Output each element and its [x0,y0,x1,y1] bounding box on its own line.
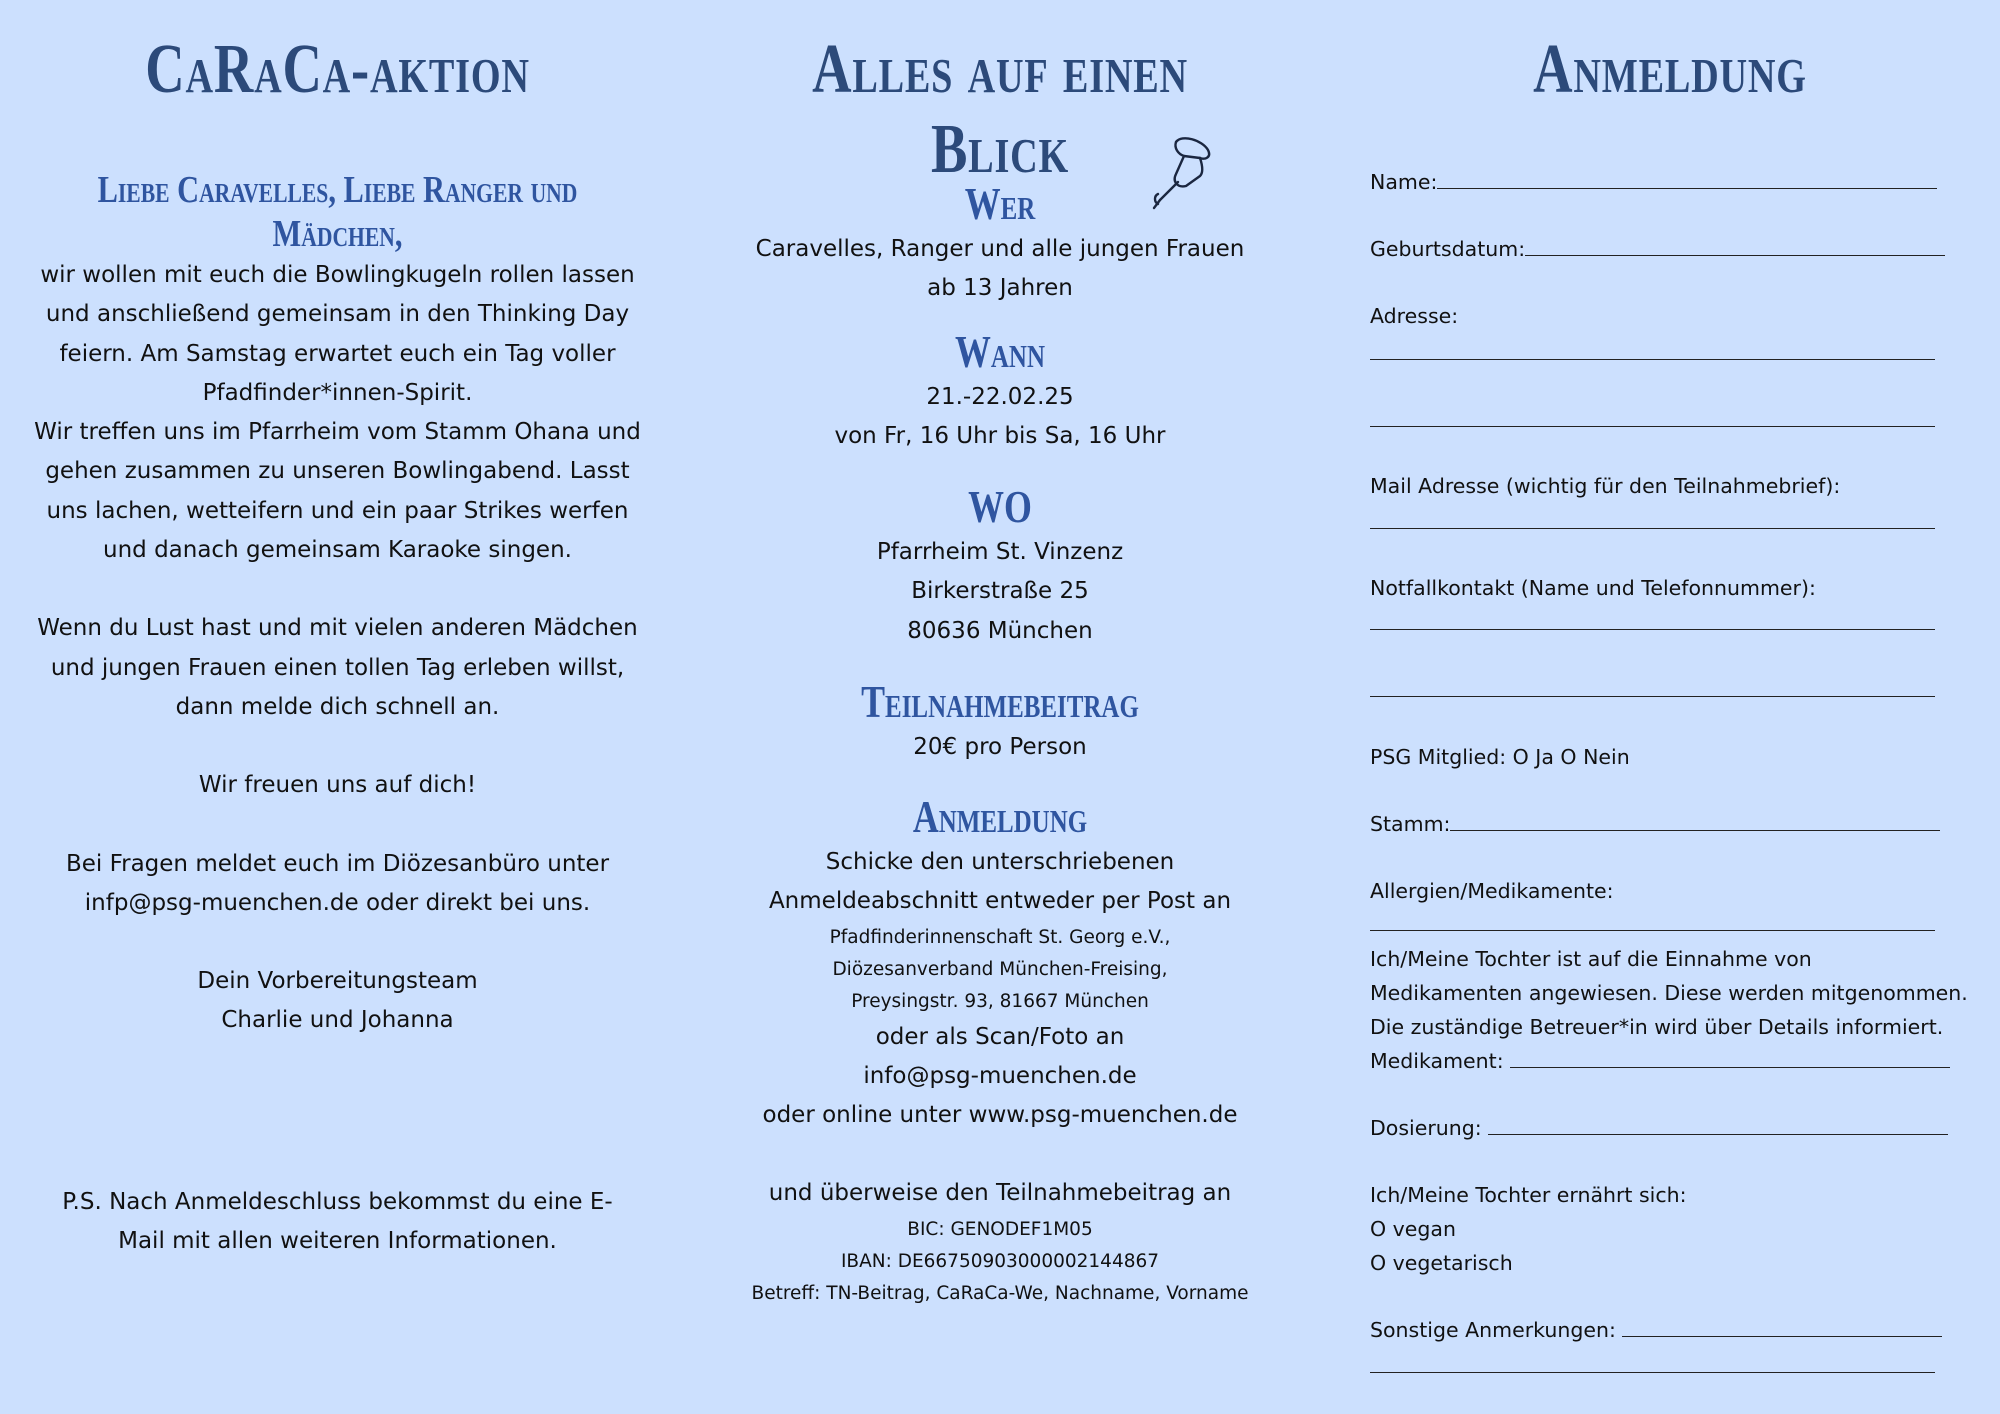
wer-line-2: ab 13 Jahren [927,275,1073,302]
registration-title: Anmeldung [1533,31,1807,108]
emergency-line-2-blank[interactable] [1370,678,1970,702]
name-field[interactable] [1370,170,1970,194]
stamm-field[interactable] [1370,812,1970,836]
name-blank[interactable] [1437,170,1937,189]
left-panel [30,0,645,1414]
remarks-field[interactable] [1370,1318,1970,1342]
medication-note-3 [1370,1015,1970,1039]
mail-label: Mail Adresse (wichtig für den Teilnahmebrief): [1370,474,1841,498]
section-wann [720,326,1280,457]
wann-time: von Fr, 16 Uhr bis Sa, 16 Uhr [834,423,1166,450]
address-line-2: Diözesanverband München-Freising, [832,958,1168,980]
paragraph-meeting: Wir treffen uns im Pfarrheim vom Stamm Ohana und gehen zusammen zu unseren Bowlingabend. Lasst uns lachen, wetteifern und ein paar Strikes werfen und danach gemeinsam Karaoke singen. [34,419,641,564]
birthdate-label: Geburtsdatum: [1370,237,1526,261]
medication-note-text-3: Die zuständige Betreuer*in wird über Details informiert. [1370,1015,1944,1039]
medication-label: Medikament: [1370,1049,1504,1073]
remarks-line-2-blank[interactable] [1370,1354,1970,1378]
remarks-blank[interactable] [1622,1318,1942,1337]
anmeldung-intro-1: Schicke den unterschriebenen [825,849,1175,875]
middle-panel [720,0,1280,1414]
diet-option-vegan[interactable] [1370,1217,1970,1241]
paragraph-invitation: Wenn du Lust hast und mit vielen anderen Mädchen und jungen Frauen einen tollen Tag erleben willst, dann melde dich schnell an. [37,615,638,720]
alt-email: info@psg-muenchen.de [863,1062,1137,1089]
remarks-label: Sonstige Anmerkungen: [1370,1318,1616,1342]
dosage-label: Dosierung: [1370,1116,1482,1140]
beitrag-amount: 20€ pro Person [913,734,1087,760]
dosage-field[interactable] [1370,1116,1970,1140]
diet-label: Ich/Meine Tochter ernährt sich: [1370,1183,1687,1207]
allergies-label-row [1370,879,1970,903]
psg-member-options[interactable] [1370,745,1970,769]
diet-label-row [1370,1183,1970,1207]
address-line-2-blank[interactable] [1370,408,1970,432]
heading-teilnahmebeitrag: Teilnahmebeitrag [861,676,1139,727]
section-anmeldung [720,791,1280,1310]
left-title: CaRaCa-aktion [145,31,530,108]
paragraph-looking-forward: Wir freuen uns auf dich! [198,772,477,799]
emergency-line-1-blank[interactable] [1370,611,1970,635]
middle-title: Alles auf einen Blick [812,31,1188,188]
heading-wo: WO [968,481,1032,532]
bank-iban: IBAN: DE66750903000002144867 [840,1250,1160,1272]
medication-field[interactable] [1370,1049,1970,1073]
alt-line-1: oder als Scan/Foto an [875,1023,1125,1050]
bank-bic: BIC: GENODEF1M05 [907,1218,1093,1240]
address-label-row [1370,304,1970,328]
paragraph-intro: wir wollen mit euch die Bowlingkugeln rollen lassen und anschließend gemeinsam in den Thinking Day feiern. Am Samstag erwartet euch ein Tag voller Pfadfinder*innen-Spirit. [40,262,635,406]
invitation-text [30,256,645,1041]
diet-option-vegetarian[interactable] [1370,1251,1970,1275]
transfer-line: und überweise den Teilnahmebeitrag an [768,1180,1232,1207]
section-wo [720,481,1280,651]
name-label: Name: [1370,170,1438,194]
wo-line-3: 80636 München [907,617,1093,644]
heading-wann: Wann [955,326,1045,377]
medication-note-text-2: Medikamenten angewiesen. Diese werden mitgenommen. [1370,981,1968,1005]
vegan-option: O vegan [1370,1217,1456,1241]
paragraph-questions: Bei Fragen meldet euch im Diözesanbüro unter infp@psg-muenchen.de oder direkt bei uns. [65,850,610,916]
medication-note-2 [1370,981,1970,1005]
allergies-label: Allergien/Medikamente: [1370,879,1614,903]
birthdate-blank[interactable] [1525,237,1945,256]
mail-blank[interactable] [1370,510,1970,534]
anmeldung-intro-2: Anmeldeabschnitt entweder per Post an [768,888,1232,915]
dosage-blank[interactable] [1488,1116,1948,1135]
vegetarian-option: O vegetarisch [1370,1251,1513,1275]
bank-reference: Betreff: TN-Beitrag, CaRaCa-We, Nachname, Vorname [751,1282,1249,1304]
address-line-1-blank[interactable] [1370,341,1970,365]
heading-anmeldung: Anmeldung [912,791,1088,842]
birthdate-field[interactable] [1370,237,1970,261]
signature-names: Charlie und Johanna [221,1007,454,1034]
emergency-label-row [1370,576,1970,600]
stamm-label: Stamm: [1370,812,1451,836]
address-line-3: Preysingstr. 93, 81667 München [851,990,1149,1012]
wo-line-1: Pfarrheim St. Vinzenz [876,539,1124,565]
wann-date: 21.-22.02.25 [926,384,1074,410]
greeting: Liebe Caravelles, Liebe Ranger und Mädchen, [97,169,578,255]
section-teilnahmebeitrag [720,676,1280,767]
heading-wer: Wer [964,178,1036,229]
wo-line-2: Birkerstraße 25 [911,578,1089,605]
signature-team: Dein Vorbereitungsteam [197,968,478,995]
medication-blank[interactable] [1510,1049,1950,1068]
psg-member-label: PSG Mitglied: O Ja O Nein [1370,745,1630,769]
address-label: Adresse: [1370,304,1459,328]
postscript: P.S. Nach Anmeldeschluss bekommst du eine E-Mail mit allen weiteren Informationen. [62,1189,613,1255]
medication-note-1 [1370,947,1970,971]
wer-line-1: Caravelles, Ranger und alle jungen Frauen [755,236,1245,262]
alt-online: oder online unter www.psg-muenchen.de [762,1102,1238,1129]
medication-note-text-1: Ich/Meine Tochter ist auf die Einnahme von [1370,947,1812,971]
address-line-1: Pfadfinderinnenschaft St. Georg e.V., [829,926,1171,948]
stamm-blank[interactable] [1450,812,1940,831]
mail-label-row [1370,474,1970,498]
allergies-blank[interactable] [1370,912,1970,936]
emergency-label: Notfallkontakt (Name und Telefonnummer): [1370,576,1816,600]
section-wer [720,178,1280,309]
registration-panel [1360,0,1980,1414]
